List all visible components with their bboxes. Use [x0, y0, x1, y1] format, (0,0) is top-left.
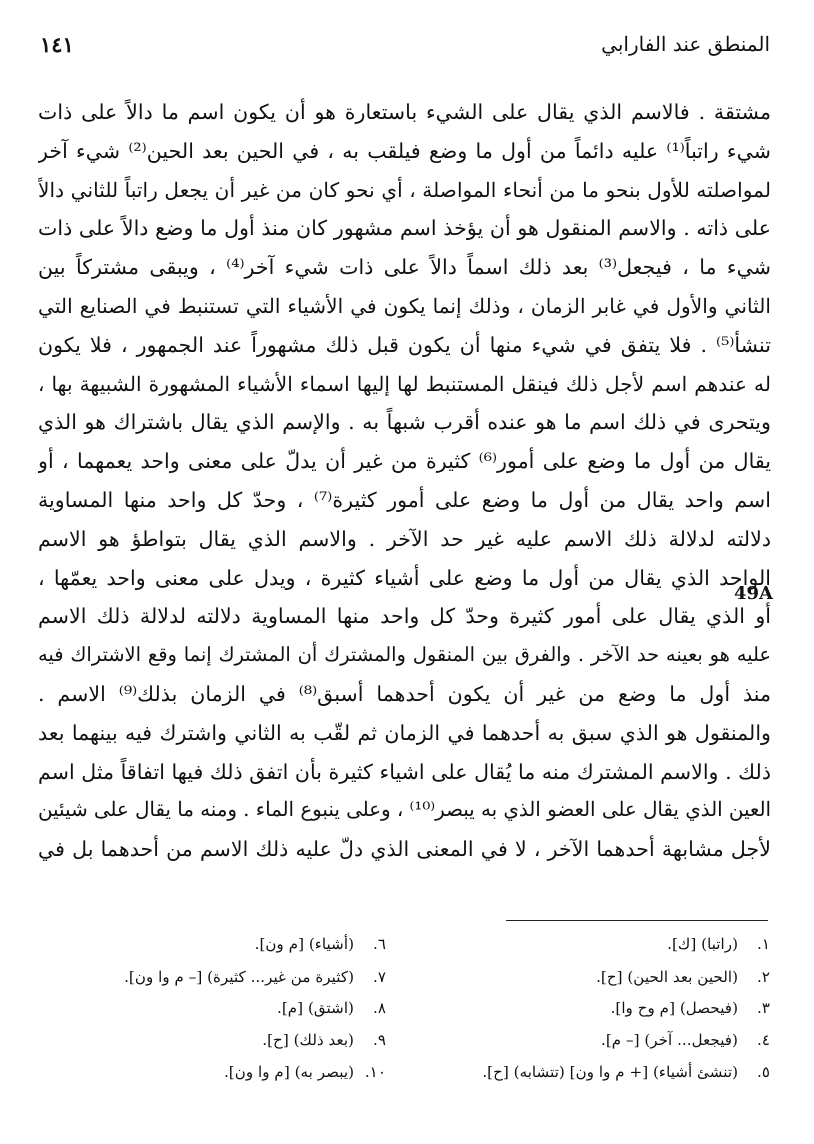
footnote [667, 932, 770, 956]
footnote-text: (الحين بعد الحين) [ح]. [596, 968, 738, 986]
running-title: المنطق عند الفارابي [601, 32, 770, 56]
text-line: تنشأ⁽⁵⁾ . فلا يتفق في شيء منها أن يكون قبل ذلك مشهوراً عند الجمهور ، فلا يكون [38, 332, 771, 357]
footnote-number: ٩. [373, 1031, 386, 1049]
text-line: دلالته لدلالة ذلك الاسم عليه غير حد الآخر . والاسم الذي يقال بتواطؤ هو الاسم [38, 526, 771, 551]
footnote-number: ١٠. [364, 1063, 386, 1081]
text-line: عليه هو بعينه حد الآخر . والفرق بين المنقول والمشترك أن المشترك إنما وقع الاشتراك فيه [38, 643, 771, 667]
footnote-text: (فيجعل... آخر) [– م]. [601, 1031, 738, 1049]
footnote [262, 1028, 386, 1052]
footnote-text: (أشياء) [م ون]. [254, 935, 354, 953]
main-text [38, 93, 774, 869]
text-line: ويتحرى في ذلك اسم ما هو عنده أقرب شبهاً به . والإسم الذي يقال باشتراك هو الذي [38, 410, 771, 435]
footnote-number: ٥. [757, 1063, 770, 1081]
page-header [36, 20, 770, 62]
text-line: شيء راتباً⁽¹⁾ عليه دائماً من أول ما وضع فيلقب به ، في الحين بعد الحين⁽²⁾ شيء آخر [38, 138, 771, 163]
footnote-divider [506, 920, 768, 921]
footnote-number: ٤. [757, 1031, 770, 1049]
text-line: اسم واحد يقال من أول ما وضع على أمور كثيرة⁽⁷⁾ ، وحدّ كل واحد منها المساوية [38, 487, 771, 512]
text-line: لمواصلته للأول بنحو ما من أنحاء المواصلة ، أي نحو كان من غير أن يجعل راتباً للثاني دالاً [38, 177, 771, 202]
margin-folio-marker: 49A [734, 583, 774, 604]
text-line: له عندهم اسم لأجل ذلك فينقل المستنبط لها إليها اسماء الأشياء المشهورة الشبيهة بها ، [38, 371, 771, 396]
footnote-text: (فيحصل) [م وح وا]. [610, 999, 738, 1017]
text-line: الثاني والأول في غابر الزمان ، وذلك إنما يكون في الأشياء التي تستنبط في الصنايع التي [38, 293, 771, 318]
footnote [601, 1028, 770, 1052]
footnote-text: (بعد ذلك) [ح]. [262, 1031, 354, 1049]
footnote-number: ٢. [757, 968, 770, 986]
footnote [224, 1060, 386, 1084]
footnote [255, 932, 386, 956]
footnote-number: ٧. [373, 968, 386, 986]
text-line: يقال من أول ما وضع على أمور⁽⁶⁾ كثيرة من غير أن يدلّ على معنى واحد يعمهما ، أو [38, 449, 771, 474]
footnote [277, 996, 386, 1020]
text-line: والمنقول هو الذي سبق به أحدهما في الزمان ثم لقّب به الثاني واشترك فيه بينهما بعد [38, 720, 771, 745]
text-line: العين الذي يقال على العضو الذي به يبصر⁽¹⁰⁾ ، وعلى ينبوع الماء . ومنه ما يقال على شيئين [38, 798, 771, 822]
footnote-text: (يبصر به) [م وا ون]. [223, 1063, 354, 1081]
footnote [124, 965, 386, 989]
footnote-number: ١. [757, 935, 770, 953]
page-number: ١٤١ [40, 32, 74, 57]
text-line: ذلك . والاسم المشترك منه ما يُقال على اشياء كثيرة بأن اتفق ذلك فيها اتفاقاً مثل اسم [38, 759, 771, 784]
footnote-text: (اشتق) [م]. [277, 999, 354, 1017]
footnote-number: ٣. [757, 999, 770, 1017]
footnote [482, 1060, 770, 1084]
footnote-text: (راتبا) [ك]. [667, 935, 738, 953]
footnote-text: (كثيرة من غير... كثيرة) [– م وا ون]. [124, 968, 354, 986]
text-line: شيء ما ، فيجعل⁽³⁾ بعد ذلك اسماً دالاً على ذات شيء آخر⁽⁴⁾ ، ويبقى مشتركاً بين [38, 255, 771, 280]
footnote-text: (تنشئ أشياء) [+ م وا ون] (تتشابه) [ح]. [482, 1063, 738, 1081]
text-line: منذ أول ما وضع من غير أن يكون أحدهما أسبق⁽⁸⁾ في الزمان بذلك⁽⁹⁾ الاسم . [38, 681, 771, 706]
text-line: لأجل مشابهة أحدهما الآخر ، لا في المعنى الذي دلّ عليه ذلك الاسم من أحدهما بل في [38, 837, 771, 862]
footnote-number: ٨. [373, 999, 386, 1017]
text-line: مشتقة . فالاسم الذي يقال على الشيء باستعارة هو أن يكون اسم ما دالاً على ذات [38, 100, 771, 124]
text-line: أو الذي يقال على أمور كثيرة وحدّ كل واحد منها المساوية دلالته لدلالة ذلك الاسم [38, 604, 771, 629]
footnote [611, 996, 770, 1020]
text-line: على ذاته . والاسم المنقول هو أن يؤخذ اسم مشهور كان منذ أول ما وضع دالاً على ذات [38, 216, 771, 241]
text-line: الواحد الذي يقال من أول ما وضع على أشياء كثيرة ، ويدل على معنى واحد يعمّها ، [38, 565, 771, 590]
footnote [596, 965, 770, 989]
footnote-number: ٦. [373, 935, 386, 953]
